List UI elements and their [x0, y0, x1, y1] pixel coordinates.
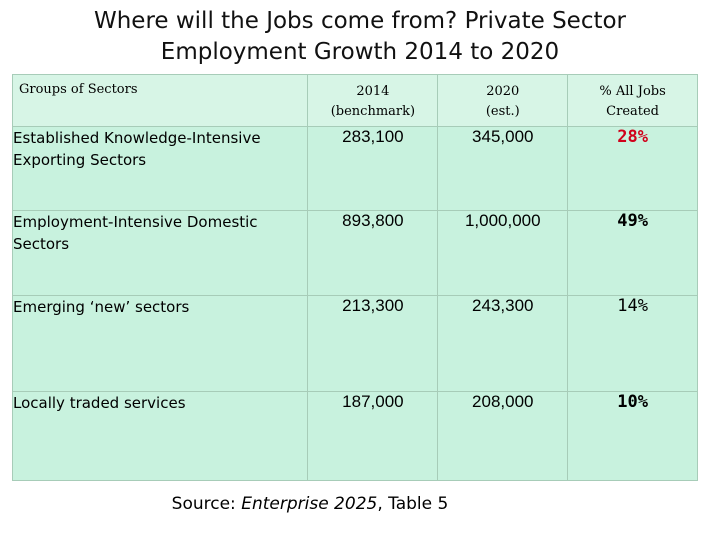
cell-2020: 345,000	[438, 127, 568, 211]
header-pct-line1: % All Jobs	[599, 84, 666, 99]
employment-table	[12, 74, 698, 481]
header-pct	[568, 75, 698, 127]
source-title: Enterprise 2025	[241, 494, 378, 514]
header-2014-year: 2014	[356, 84, 390, 99]
table-row	[13, 296, 698, 392]
source-note	[0, 494, 620, 514]
title-line-1: Where will the Jobs come from? Private Sector	[93, 8, 627, 34]
header-pct-line2: Created	[606, 104, 660, 119]
header-2014	[308, 75, 438, 127]
cell-2020: 1,000,000	[438, 211, 568, 296]
cell-2014: 187,000	[308, 392, 438, 481]
cell-pct: 28%	[568, 127, 698, 211]
source-suffix: , Table 5	[377, 494, 449, 514]
row-label: Locally traded services	[13, 392, 308, 481]
table-row	[13, 392, 698, 481]
source-prefix: Source:	[171, 494, 242, 514]
header-2014-note: (benchmark)	[330, 104, 416, 119]
page-title	[0, 6, 720, 68]
table-row	[13, 211, 698, 296]
cell-2014: 213,300	[308, 296, 438, 392]
cell-pct: 10%	[568, 392, 698, 481]
row-label: Emerging ‘new’ sectors	[13, 296, 308, 392]
cell-pct: 14%	[568, 296, 698, 392]
row-label: Employment-Intensive Domestic Sectors	[13, 211, 308, 296]
table-row	[13, 127, 698, 211]
cell-2014: 283,100	[308, 127, 438, 211]
title-line-2: Employment Growth 2014 to 2020	[160, 39, 560, 65]
header-2020-year: 2020	[486, 84, 520, 99]
cell-2020: 243,300	[438, 296, 568, 392]
table-header-row	[13, 75, 698, 127]
cell-2020: 208,000	[438, 392, 568, 481]
header-groups: Groups of Sectors	[13, 75, 308, 127]
header-2020	[438, 75, 568, 127]
cell-pct: 49%	[568, 211, 698, 296]
row-label: Established Knowledge-Intensive Exporting Sectors	[13, 127, 308, 211]
header-2020-note: (est.)	[485, 104, 520, 119]
cell-2014: 893,800	[308, 211, 438, 296]
